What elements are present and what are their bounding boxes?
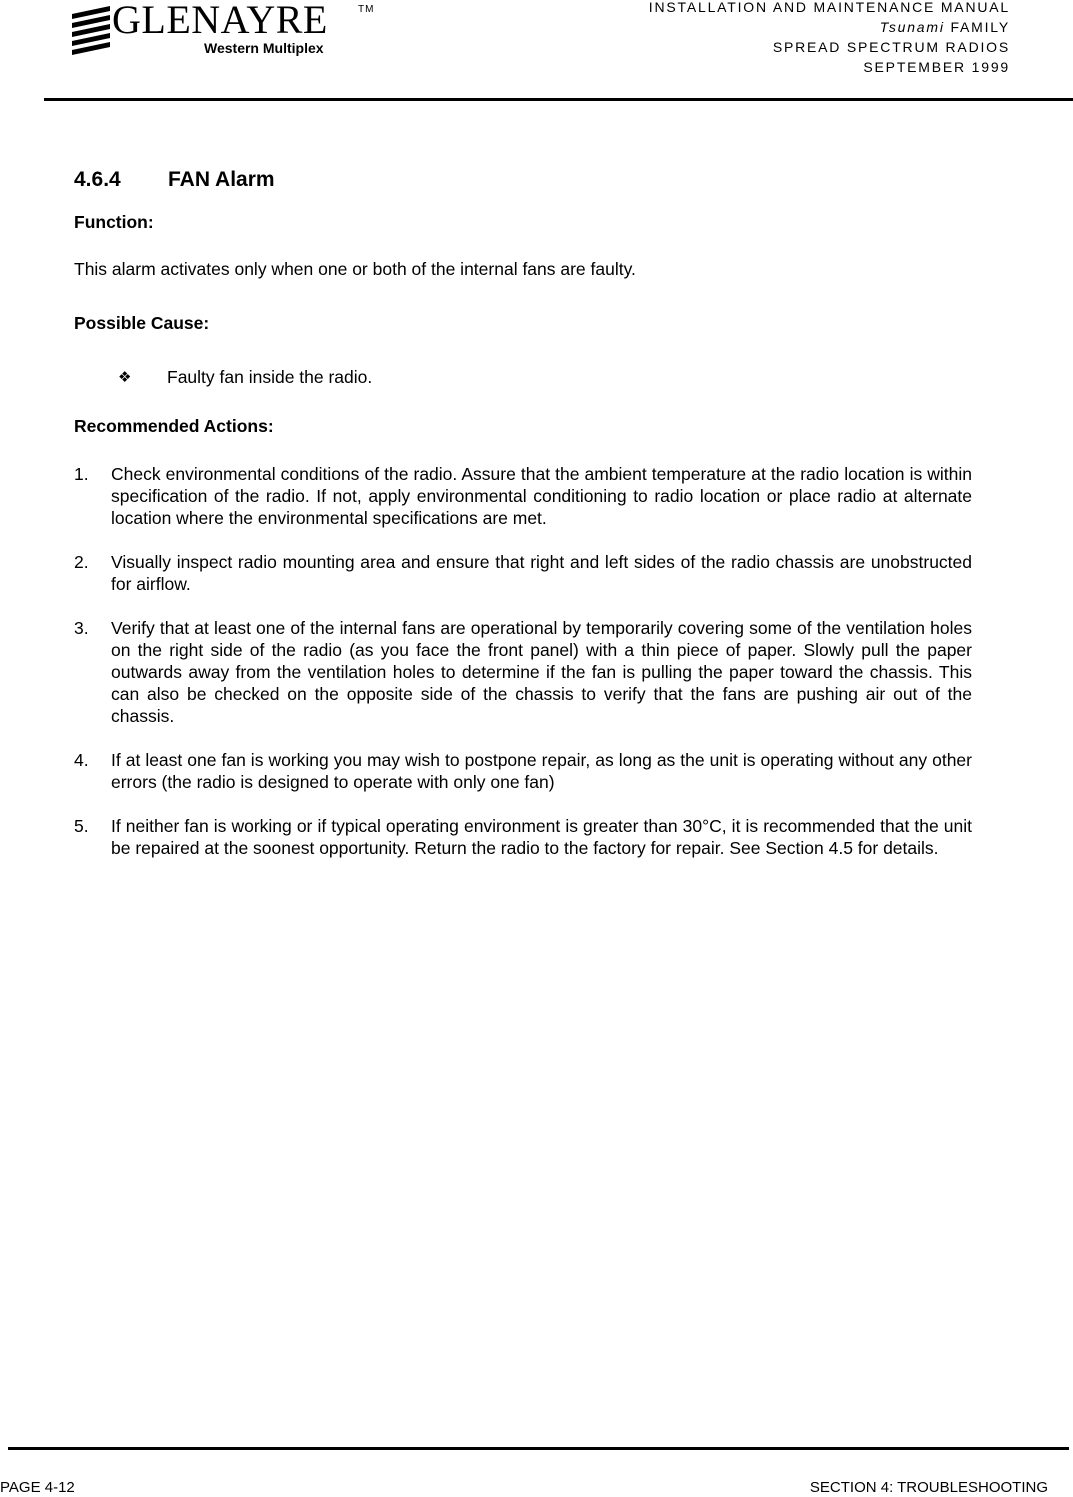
cause-list-item [74,366,972,388]
page-content [74,166,972,859]
logo-stripes-icon [70,4,114,58]
logo-trademark: TM [358,4,375,15]
action-number: 4. [74,750,89,770]
action-text: Check environmental conditions of the radio. Assure that the ambient temperature at the radio location is within specification of the radio. If not, apply environmental conditioning to radio location or place radio at alternate location where the environmental specifications are met. [111,464,972,528]
actions-list [74,463,972,859]
action-number: 5. [74,816,89,836]
header-date: SEPTEMBER 1999 [863,59,1010,75]
section-number: 4.6.4 [74,168,121,191]
footer-divider [8,1447,1069,1450]
action-text: If neither fan is working or if typical operating environment is greater than 30°C, it is recommended that the unit be repaired at the soonest opportunity. Return the radio to the factory for repair. See Section 4.5 for details. [111,816,972,858]
header-product-family [649,17,1010,37]
page-number: PAGE 4-12 [0,1479,75,1496]
action-item [74,551,972,595]
section-heading [74,166,972,194]
section-label: SECTION 4: TROUBLESHOOTING [809,1479,1048,1496]
logo-wordmark: GLENAYRE [112,0,328,42]
function-heading: Function: [74,212,154,232]
action-text: If at least one fan is working you may wish to postpone repair, as long as the unit is operating without any other errors (the radio is designed to operate with only one fan) [111,750,972,792]
header-divider [44,98,1073,101]
section-title: FAN Alarm [168,168,275,191]
function-text: This alarm activates only when one or both of the internal fans are faulty. [74,259,636,279]
action-item [74,617,972,727]
possible-cause-heading: Possible Cause: [74,313,210,333]
header-product-name: Tsunami [879,19,945,35]
company-logo [70,0,375,60]
action-item [74,463,972,529]
action-number: 1. [74,464,89,484]
header-manual-title: INSTALLATION AND MAINTENANCE MANUAL [648,0,1010,15]
action-item [74,815,972,859]
action-number: 2. [74,552,89,572]
cause-text: Faulty fan inside the radio. [167,367,373,387]
header-product-type: SPREAD SPECTRUM RADIOS [772,39,1010,55]
diamond-bullet-icon: ❖ [118,368,132,386]
header-title-block [649,0,1010,77]
action-text: Verify that at least one of the internal fans are operational by temporarily covering some of the ventilation holes on the right side of the radio (as you face the front panel) with a thin piece of paper. Slowly pull the paper outwards away from the ventilation holes to determine if the fan is pulling the paper toward the chassis. This can also be checked on the opposite side of the chassis to verify that the fans are pushing air out of the chassis. [111,618,972,726]
header-family-label: FAMILY [944,19,1010,35]
action-item [74,749,972,793]
logo-subtitle: Western Multiplex [204,40,324,56]
recommended-actions-heading: Recommended Actions: [74,416,274,436]
action-number: 3. [74,618,89,638]
action-text: Visually inspect radio mounting area and ensure that right and left sides of the radio chassis are unobstructed for airflow. [111,552,972,594]
